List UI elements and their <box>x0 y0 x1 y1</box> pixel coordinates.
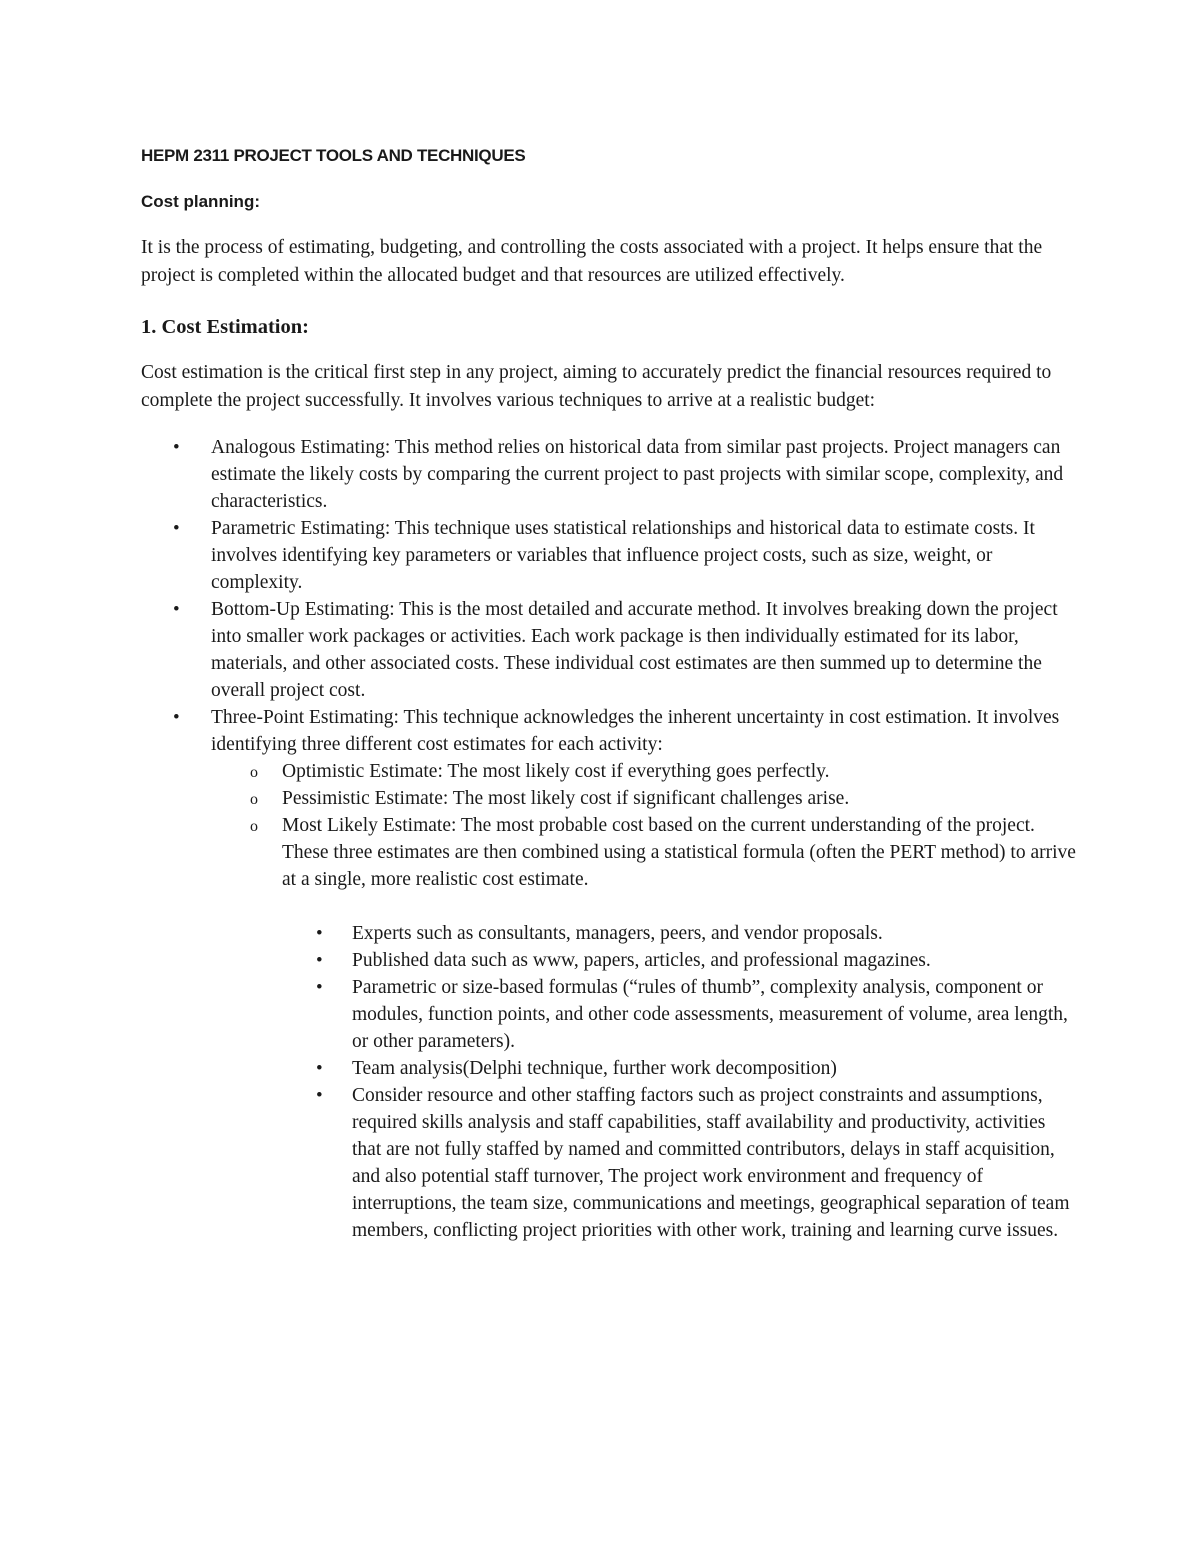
sub-item-optimistic <box>141 758 1076 785</box>
sub-item-pessimistic <box>141 785 1076 812</box>
list-item-text: Three-Point Estimating: This technique acknowledges the inherent uncertainty in cost estimation. It involves identifying three different cost estimates for each activity: <box>211 707 1060 755</box>
bullet-icon: • <box>316 923 323 944</box>
sub-item-most-likely <box>141 812 1076 893</box>
list-item-experts <box>141 920 1076 947</box>
list-item-text: Team analysis(Delphi technique, further work decomposition) <box>352 1058 837 1079</box>
cost-estimation-paragraph: Cost estimation is the critical first step in any project, aiming to accurately predict the financial resources required to complete the project successfully. It involves various techniques to arrive at a realistic budget: <box>141 362 1052 411</box>
list-item-text: Bottom-Up Estimating: This is the most detailed and accurate method. It involves breaking down the project into smaller work packages or activities. Each work package is then individually estimated for its labor, materials, and other associated costs. These individual cost estimates are then summed up to determine the overall project cost. <box>211 599 1058 701</box>
list-item-staffing-factors <box>141 1082 1076 1244</box>
estimate-sources-list <box>141 920 1076 1244</box>
list-item-three-point <box>141 704 1076 893</box>
list-item-published-data <box>141 947 1076 974</box>
list-item-bottom-up <box>141 596 1076 704</box>
list-item-text: Parametric or size-based formulas (“rules of thumb”, complexity analysis, component or modules, function points, and other code assessments, measurement of volume, area length, or other parameters). <box>352 977 1068 1052</box>
bullet-icon: • <box>316 1085 323 1106</box>
sub-item-text: Optimistic Estimate: The most likely cost if everything goes perfectly. <box>282 761 830 782</box>
sub-item-text: Pessimistic Estimate: The most likely cost if significant challenges arise. <box>282 788 850 809</box>
three-point-sub-list <box>211 758 1076 893</box>
list-item-text: Analogous Estimating: This method relies on historical data from similar past projects. Project managers can estimate the likely costs by comparing the current project to past projects with similar scope, complexity, and characteristics. <box>211 437 1064 512</box>
bullet-icon: • <box>316 1058 323 1079</box>
estimating-techniques-list <box>141 434 1076 893</box>
bullet-icon: • <box>173 518 180 539</box>
list-item-team-analysis <box>141 1055 1076 1082</box>
list-item-analogous <box>141 434 1076 515</box>
list-item-text: Published data such as www, papers, articles, and professional magazines. <box>352 950 931 971</box>
sub-bullet-icon: o <box>250 818 258 835</box>
bullet-icon: • <box>173 707 180 728</box>
bullet-icon: • <box>316 977 323 998</box>
bullet-icon: • <box>173 599 180 620</box>
list-item-text: Parametric Estimating: This technique uses statistical relationships and historical data to estimate costs. It involves identifying key parameters or variables that influence project costs, such as size, weight, or complexity. <box>211 518 1035 593</box>
bullet-icon: • <box>316 950 323 971</box>
sub-bullet-icon: o <box>250 764 258 781</box>
sub-item-text: Most Likely Estimate: The most probable cost based on the current understanding of the project. These three estimates are then combined using a statistical formula (often the PERT method) to arrive at a single, more realistic cost estimate. <box>282 815 1076 890</box>
bullet-icon: • <box>173 437 180 458</box>
cost-planning-heading: Cost planning: <box>141 192 260 211</box>
document-title: HEPM 2311 PROJECT TOOLS AND TECHNIQUES <box>141 146 526 165</box>
list-item-text: Experts such as consultants, managers, peers, and vendor proposals. <box>352 923 883 944</box>
list-item-parametric <box>141 515 1076 596</box>
list-item-parametric-formulas <box>141 974 1076 1055</box>
sub-bullet-icon: o <box>250 791 258 808</box>
intro-paragraph: It is the process of estimating, budgeting, and controlling the costs associated with a project. It helps ensure that the project is completed within the allocated budget and that resources are utilized effectively. <box>141 237 1043 286</box>
document-page <box>141 140 1076 1244</box>
list-item-text: Consider resource and other staffing factors such as project constraints and assumptions, required skills analysis and staff capabilities, staff availability and productivity, activities that are not fully staffed by named and committed contributors, delays in staff acquisition, and also potential staff turnover, The project work environment and frequency of interruptions, the team size, communications and meetings, geographical separation of team members, conflicting project priorities with other work, training and learning curve issues. <box>352 1085 1070 1241</box>
cost-estimation-heading: 1. Cost Estimation: <box>141 316 309 338</box>
